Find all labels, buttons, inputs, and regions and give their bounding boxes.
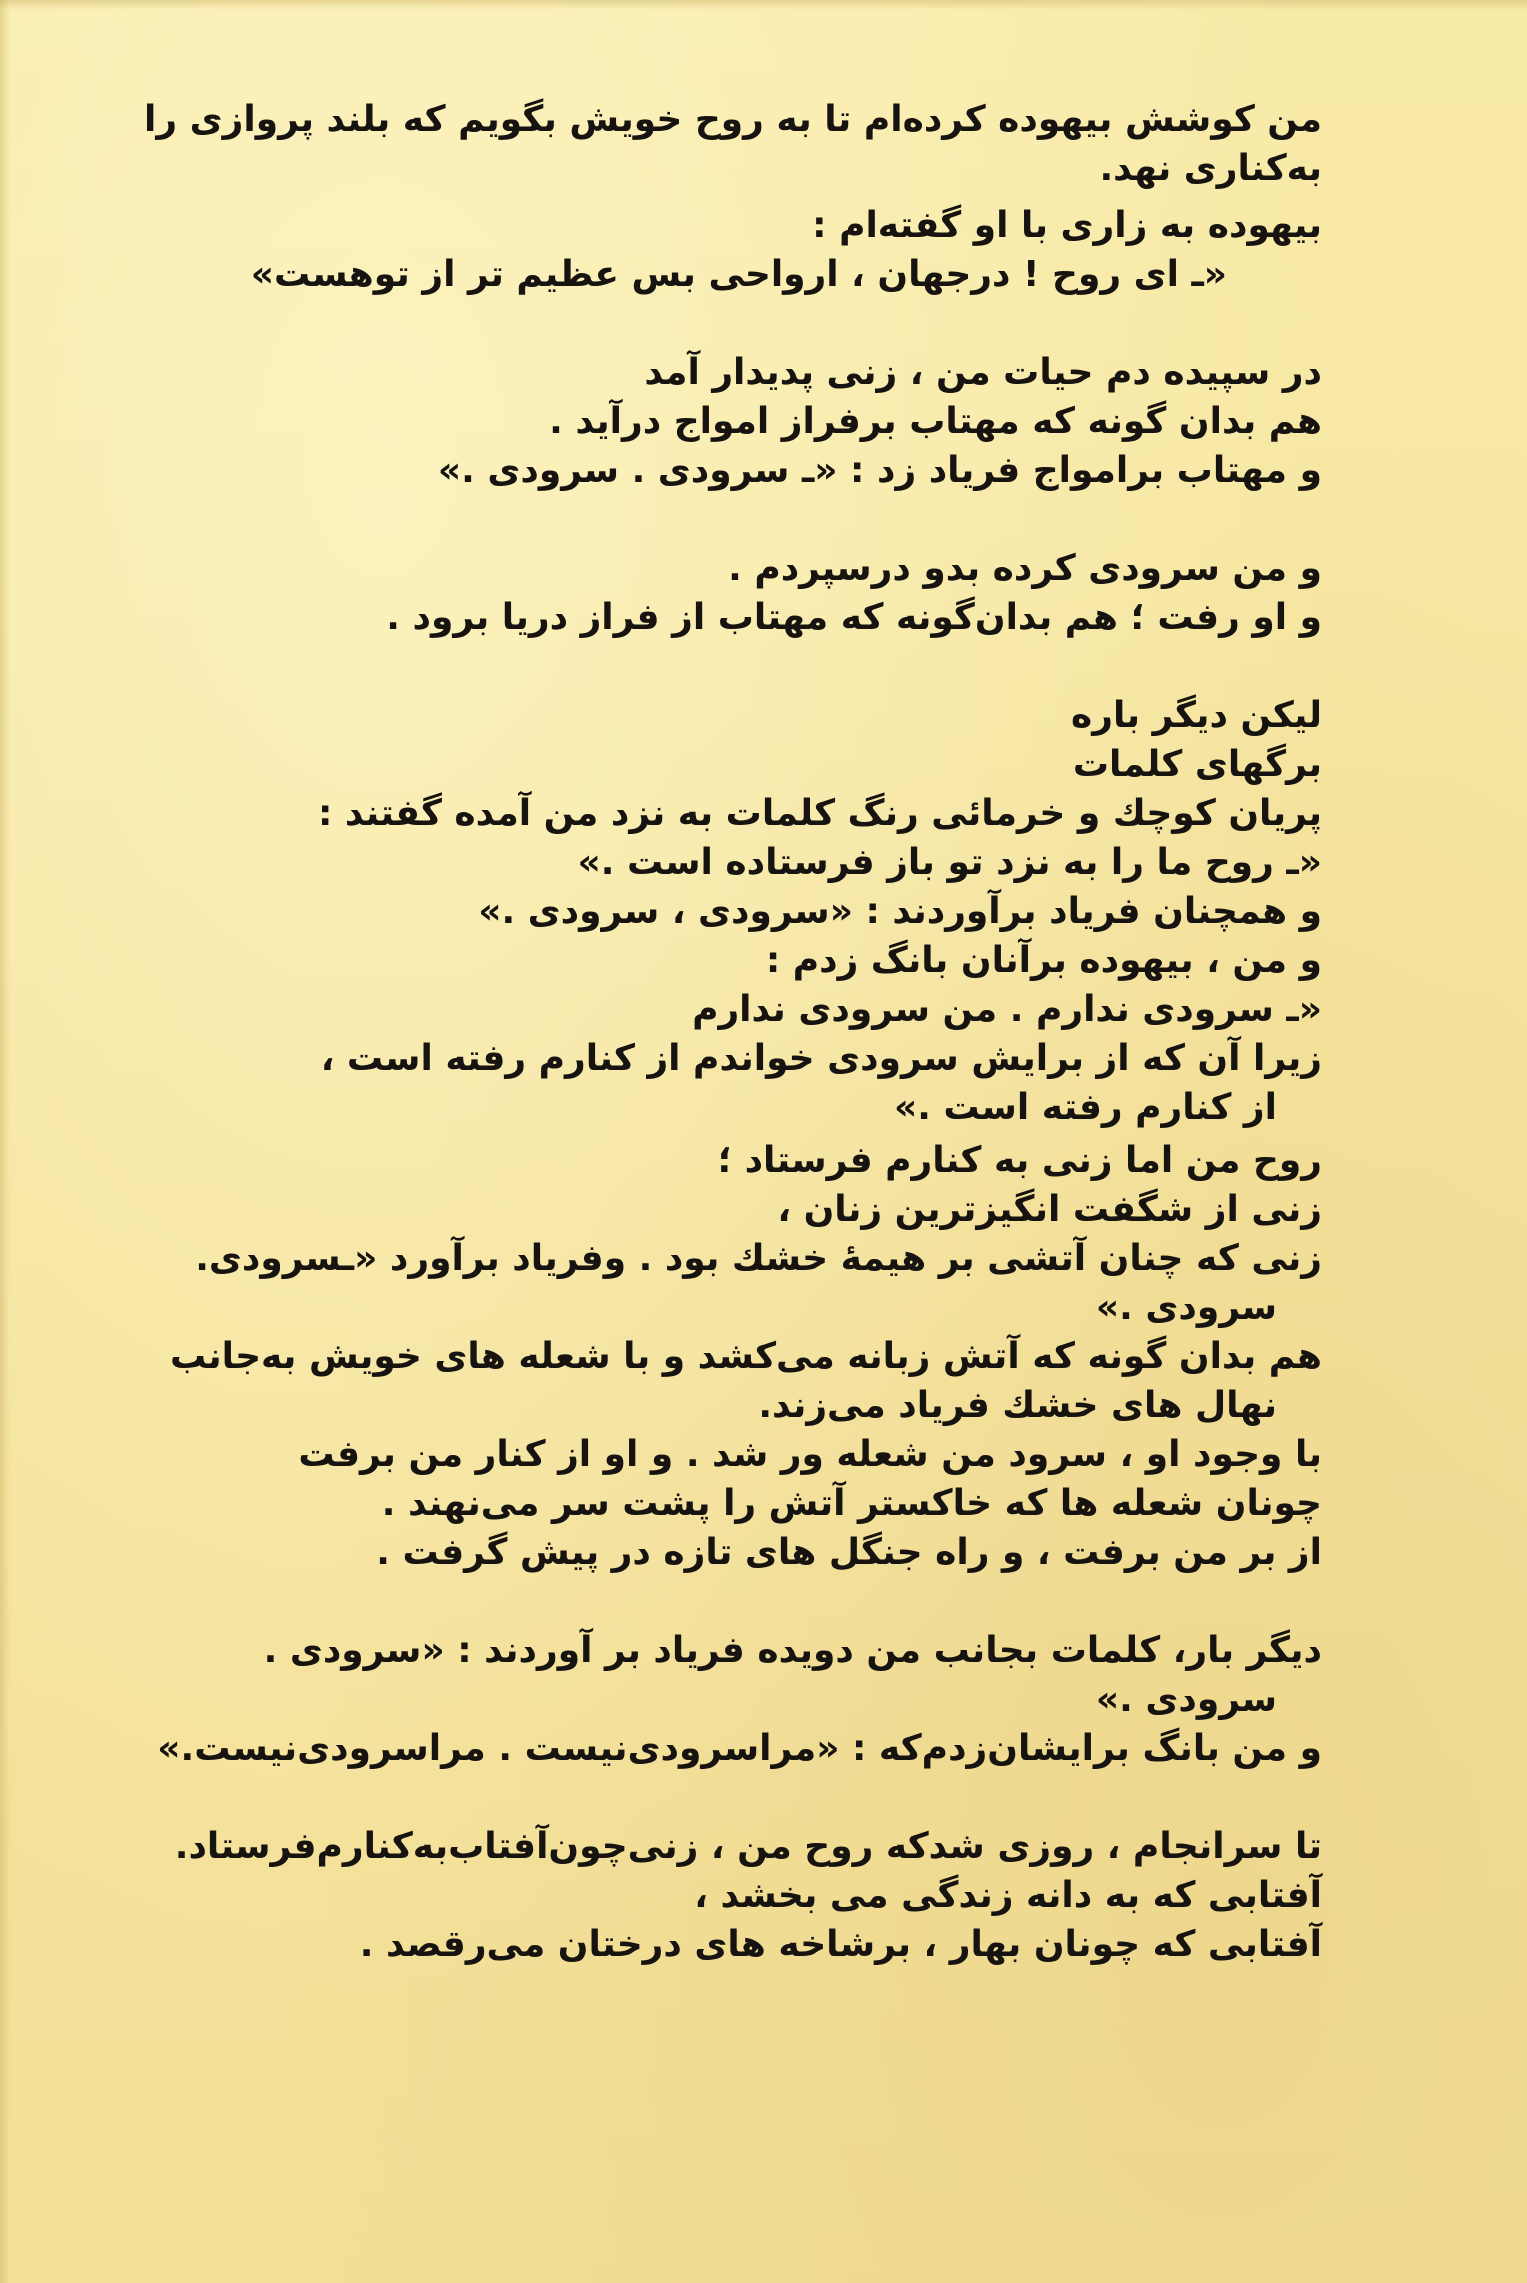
poem-line: نهال های خشك فریاد می‌زند. [758, 1385, 1277, 1426]
poem-line: و همچنان فریاد برآوردند : «سرودی ، سرودی .» [478, 891, 1322, 932]
poem-line: از کنارم رفته است .» [893, 1087, 1277, 1128]
stanza-gap [135, 495, 1322, 544]
stanza-gap [135, 1577, 1322, 1626]
poem-line: تا سرانجام ، روزی شدکه روح من ، زنی‌چون‌آفتاب‌به‌کنارم‌فرستاد. [174, 1826, 1322, 1867]
poem-line: هم بدان گونه که آتش زبانه می‌کشد و با شعله های خویش به‌جانب [169, 1336, 1322, 1377]
poem-line: پریان کوچك و خرمائی رنگ کلمات به نزد من آمده گفتند : [317, 793, 1322, 834]
poem-line: بیهوده به زاری با او گفته‌ام : [812, 205, 1322, 246]
poem-line: روح من اما زنی به کنارم فرستاد ؛ [717, 1140, 1322, 1181]
stanza-gap [135, 299, 1322, 348]
poem-line: آفتابی که چونان بهار ، برشاخه های درختان می‌رقصد . [359, 1924, 1322, 1965]
poem-line: زیرا آن که از برایش سرودی خواندم از کنارم رفته است ، [320, 1038, 1322, 1079]
poem-line: چونان شعله ها که خاکستر آتش را پشت سر می‌نهند . [381, 1483, 1322, 1524]
poem-line: به‌کناری نهد. [1099, 148, 1322, 189]
stanza-5 [135, 691, 1322, 1132]
poem-line: و مهتاب برامواج فریاد زد : «ـ سرودی . سرودی .» [437, 450, 1322, 491]
poem-line: با وجود او ، سرود من شعله ور شد . و او از کنار من برفت [298, 1434, 1322, 1475]
stanza-1 [135, 95, 1322, 193]
poem-line: زنی که چنان آتشی بر هیمهٔ خشك بود . وفریاد برآورد «ـسرودی. [195, 1238, 1322, 1279]
poem-line: دیگر بار، کلمات بجانب من دویده فریاد بر آوردند : «سرودی . [263, 1630, 1322, 1671]
stanza-3 [135, 348, 1322, 495]
stanza-gap [135, 1773, 1322, 1822]
stanza-8 [135, 1822, 1322, 1969]
poem-line: من کوشش بیهوده کرده‌ام تا به روح خویش بگویم که بلند پروازی را [144, 99, 1322, 140]
page-edge-left [0, 0, 10, 2283]
poem-line: سرودی .» [1095, 1679, 1277, 1720]
poem-line: «ـ ای روح ! درجهان ، ارواحی بس عظیم تر از توهست» [250, 254, 1227, 295]
stanza-gap-small [135, 193, 1322, 201]
poem-line: زنی از شگفت انگیزترین زنان ، [777, 1189, 1322, 1230]
poem-line: و من سرودی کرده بدو درسپردم . [728, 548, 1322, 589]
page-edge-top [0, 0, 1527, 10]
poem-line: در سپیده دم حیات من ، زنی پدیدار آمد [644, 352, 1322, 393]
poem-line: سرودی .» [1095, 1287, 1277, 1328]
poem-line: آفتابی که به دانه زندگی می بخشد ، [694, 1875, 1322, 1916]
poem-line: هم بدان گونه که مهتاب برفراز امواج درآید . [549, 401, 1322, 442]
stanza-7 [135, 1626, 1322, 1773]
poem-text [135, 95, 1322, 1969]
stanza-6 [135, 1136, 1322, 1577]
poem-line: «ـ روح ما را به نزد تو باز فرستاده است .» [577, 842, 1322, 883]
poem-line: از بر من برفت ، و راه جنگل های تازه در پیش گرفت . [376, 1532, 1322, 1573]
poem-line: و من بانگ برایشان‌زدم‌که : «مراسرودی‌نیست . مراسرودی‌نیست.» [157, 1728, 1322, 1769]
stanza-4 [135, 544, 1322, 642]
poem-line: لیکن دیگر باره [1071, 695, 1322, 736]
poem-line: و او رفت ؛ هم بدان‌گونه که مهتاب از فراز دریا برود . [386, 597, 1322, 638]
poem-line: و من ، بیهوده برآنان بانگ زدم : [765, 940, 1322, 981]
poem-line: برگهای کلمات [1072, 744, 1322, 785]
poem-line: «ـ سرودی ندارم . من سرودی ندارم [692, 989, 1322, 1030]
stanza-gap [135, 642, 1322, 691]
stanza-2 [135, 201, 1322, 299]
